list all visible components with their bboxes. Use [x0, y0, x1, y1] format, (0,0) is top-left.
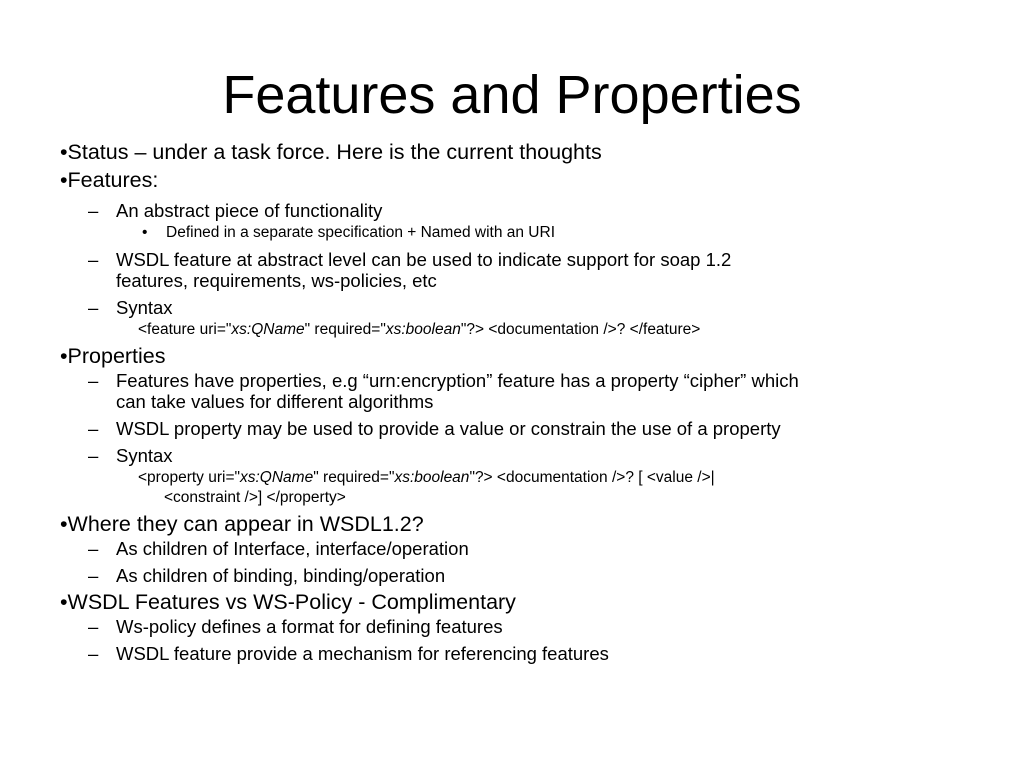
sub-bullet-interface-text: As children of Interface, interface/operation — [116, 538, 469, 559]
sub-bullet-wspolicy-text: Ws-policy defines a format for defining features — [116, 616, 503, 637]
feature-syntax-code — [60, 320, 970, 340]
dash-marker: – — [88, 418, 99, 439]
property-syntax-code — [60, 468, 970, 508]
sub-bullet-wsdl-feature-line2: features, requirements, ws-policies, etc — [116, 270, 437, 291]
bullet-features-heading: •Features: — [60, 168, 159, 192]
sub-bullet-property-syntax-text: Syntax — [116, 445, 173, 466]
dash-marker: – — [88, 200, 99, 221]
code-type-qname: xs:QName — [240, 469, 314, 486]
dash-marker: – — [88, 565, 99, 586]
code-text: "?> <documentation />? </feature> — [460, 321, 701, 338]
sub-bullet-interface — [60, 538, 970, 559]
sub-bullet-abstract — [60, 200, 970, 221]
sub-bullet-feature-properties-line1: Features have properties, e.g “urn:encryption” feature has a property “cipher” which — [116, 370, 799, 391]
sub-bullet-wsdl-property-text: WSDL property may be used to provide a value or constrain the use of a property — [116, 418, 781, 439]
sub-bullet-abstract-text: An abstract piece of functionality — [116, 200, 383, 221]
code-type-boolean: xs:boolean — [385, 321, 461, 338]
sub-bullet-feature-properties-line2: can take values for different algorithms — [116, 391, 434, 412]
sub-bullet-wsdl-feature — [60, 249, 970, 291]
dash-marker: – — [88, 445, 99, 466]
dash-marker: – — [88, 370, 99, 391]
code-type-boolean: xs:boolean — [394, 469, 470, 486]
slide-title: Features and Properties — [222, 65, 802, 125]
sub-bullet-wspolicy — [60, 616, 970, 637]
code-text: <feature uri=" — [138, 321, 232, 338]
sub-bullet-mechanism — [60, 643, 970, 664]
sub-bullet-wsdl-feature-line1: WSDL feature at abstract level can be used to indicate support for soap 1.2 — [116, 249, 732, 270]
dash-marker: – — [88, 249, 99, 270]
dash-marker: – — [88, 643, 99, 664]
bullet-properties-heading: •Properties — [60, 344, 166, 368]
bullet-status: •Status – under a task force. Here is the current thoughts — [60, 140, 602, 164]
sub-bullet-binding-text: As children of binding, binding/operation — [116, 565, 446, 586]
sub-bullet-feature-properties — [60, 370, 970, 412]
code-text: " required=" — [304, 321, 386, 338]
code-text: " required=" — [313, 469, 395, 486]
sub-bullet-feature-syntax-text: Syntax — [116, 297, 173, 318]
code-type-qname: xs:QName — [231, 321, 305, 338]
sub-sub-bullet-defined — [60, 223, 970, 243]
sub-bullet-mechanism-text: WSDL feature provide a mechanism for referencing features — [116, 643, 609, 664]
code-text: "?> <documentation />? [ <value />| — [469, 469, 715, 486]
sub-sub-bullet-defined-text: Defined in a separate specification + Named with an URI — [166, 224, 555, 241]
sub-bullet-property-syntax — [60, 445, 970, 466]
slide-body — [60, 138, 970, 664]
bullet-vs-heading: •WSDL Features vs WS-Policy - Complimentary — [60, 590, 516, 614]
bullet-where-heading: •Where they can appear in WSDL1.2? — [60, 512, 424, 536]
code-text-continuation: <constraint />] </property> — [164, 489, 346, 506]
sub-bullet-binding — [60, 565, 970, 586]
dash-marker: – — [88, 297, 99, 318]
dash-marker: – — [88, 538, 99, 559]
dash-marker: – — [88, 616, 99, 637]
sub-bullet-feature-syntax — [60, 297, 970, 318]
sub-bullet-wsdl-property — [60, 418, 970, 439]
code-text: <property uri=" — [138, 469, 240, 486]
bullet-marker: • — [142, 224, 148, 241]
